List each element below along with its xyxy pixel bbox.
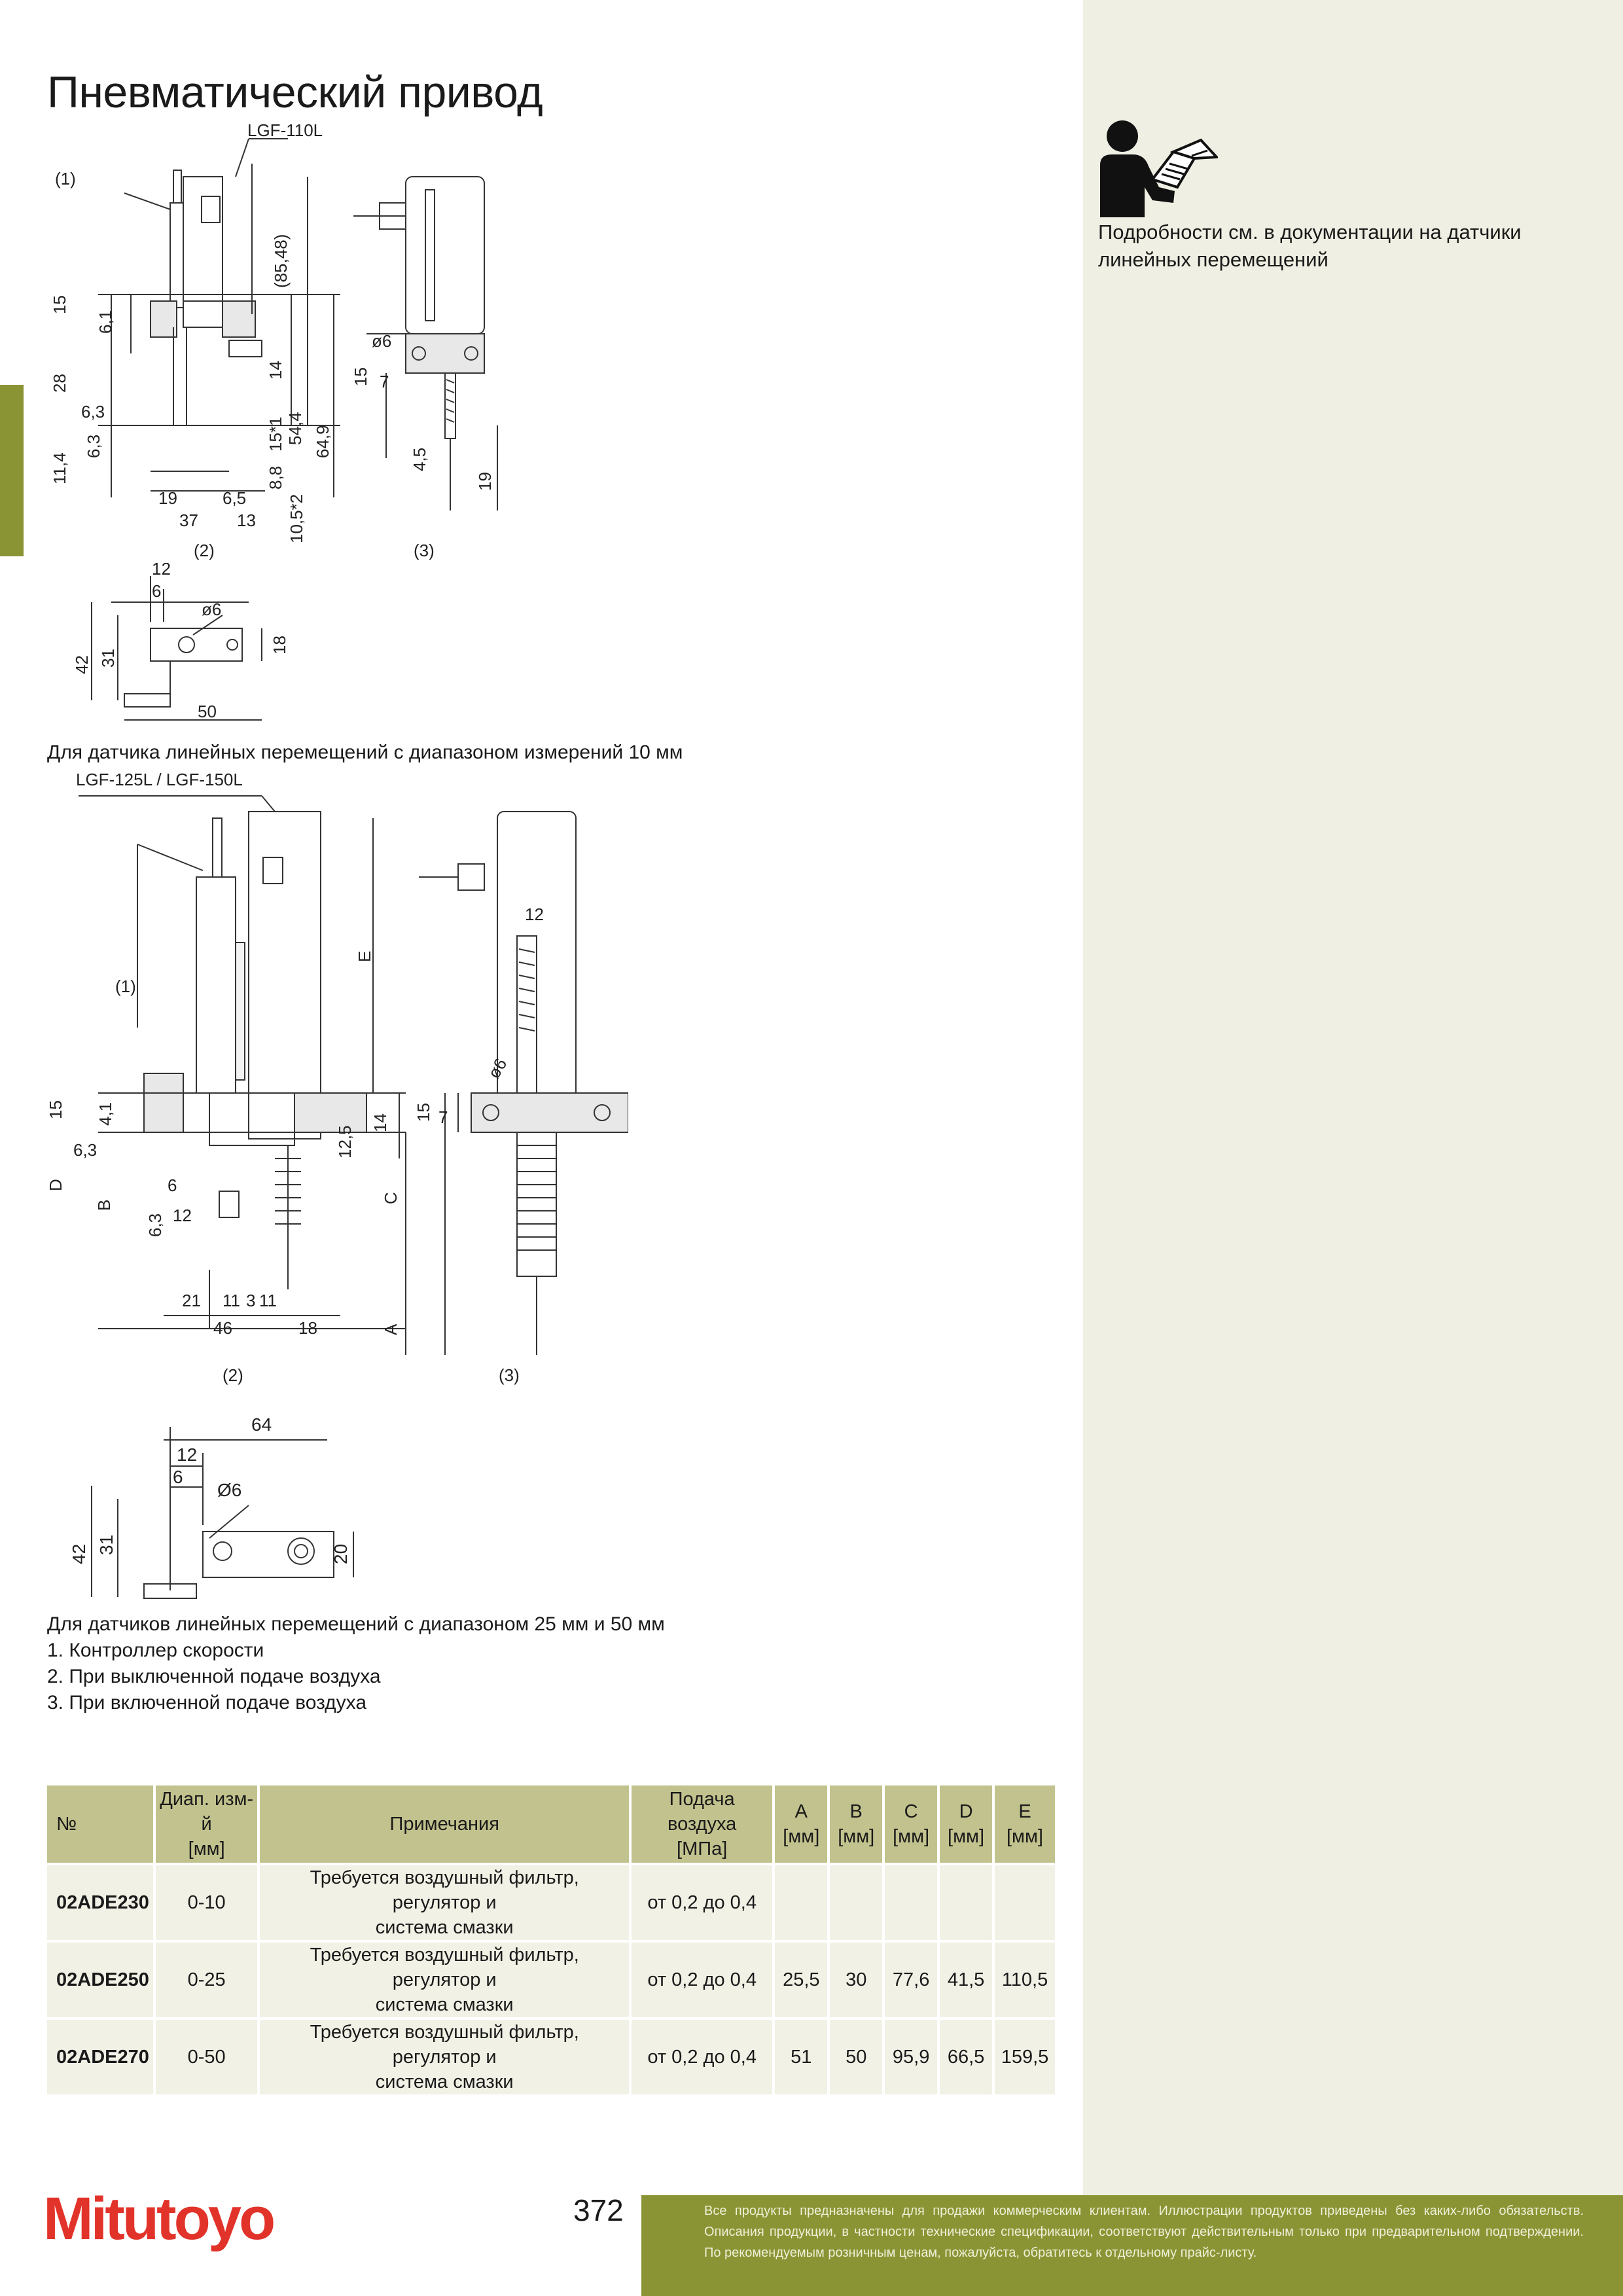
cell-range: 0-10 [156, 1865, 258, 1940]
footer-disclaimer: Все продукты предназначены для продажи коммерческим клиентам. Иллюстрации продуктов приведены без каких-либо обязательств. Описания продукции, в частности технические спецификации, соответствуют действительным только при предварительном подтверждении. По рекомендуемым розничным ценам, пожалуйста, обратитесь к отдельному прайс-листу. [641, 2195, 1623, 2296]
model-label: LGF-125L / LGF-150L [76, 770, 243, 789]
dim-label: 15 [414, 1103, 433, 1122]
cell-air: от 0,2 до 0,4 [632, 1943, 772, 2017]
cell-c [885, 1865, 937, 1940]
caption-25-50mm: Для датчиков линейных перемещений с диапазоном 25 мм и 50 мм [47, 1613, 665, 1635]
legend-item: 1. Контроллер скорости [47, 1640, 264, 1661]
dim-label: 12 [177, 1444, 198, 1465]
cell-d: 41,5 [940, 1943, 992, 2017]
brand-logo: Mitutoyo [43, 2185, 274, 2252]
dim-label: 31 [98, 649, 118, 668]
cell-no: 02ADE230 [47, 1865, 153, 1940]
page-title: Пневматический привод [47, 67, 543, 117]
dim-label: 42 [69, 1543, 89, 1564]
dim-label: 6,3 [145, 1213, 165, 1237]
dim-label: 6,5 [223, 488, 247, 508]
legend [47, 1638, 381, 1716]
dim-label: ø6 [484, 1054, 511, 1082]
dim-label: 11 [223, 1291, 240, 1310]
cell-e: 110,5 [995, 1943, 1055, 2017]
dim-label: 15 [46, 1100, 65, 1119]
spec-table [45, 1783, 1058, 2097]
dim-label: (85,48) [271, 234, 291, 288]
header-d: D [мм] [940, 1785, 992, 1863]
dim-label: 6 [173, 1467, 183, 1487]
dim-label: 21 [182, 1291, 201, 1310]
caption-10mm: Для датчика линейных перемещений с диапазоном измерений 10 мм [47, 742, 683, 763]
cell-notes: Требуется воздушный фильтр, регулятор и система смазки [260, 2020, 629, 2094]
header-c: C [мм] [885, 1785, 937, 1863]
note-text: Подробности см. в документации на датчики линейных перемещений [1098, 221, 1522, 271]
dim-label: 6,3 [81, 402, 105, 422]
cell-d: 66,5 [940, 2020, 992, 2094]
header-no: № [47, 1785, 153, 1863]
callout-3: (3) [414, 541, 435, 560]
cell-air: от 0,2 до 0,4 [632, 1865, 772, 1940]
drawing-lgf-110l [39, 118, 576, 563]
dim-label: 6,3 [73, 1140, 98, 1160]
cell-b: 30 [830, 1943, 882, 2017]
dim-label: 15*1 [266, 416, 285, 452]
dim-label: 12 [525, 905, 544, 924]
dim-label: 19 [475, 472, 495, 491]
header-b: B [мм] [830, 1785, 882, 1863]
cell-range: 0-50 [156, 2020, 258, 2094]
dim-label: 12 [173, 1206, 192, 1225]
dim-label: 54,4 [285, 412, 305, 445]
legend-item: 3. При включенной подаче воздуха [47, 1692, 367, 1713]
dim-label: 3 [246, 1291, 256, 1310]
callout-2: (2) [223, 1365, 243, 1385]
dim-label: 11,4 [50, 452, 69, 484]
cell-notes: Требуется воздушный фильтр, регулятор и система смазки [260, 1943, 629, 2017]
cell-b: 50 [830, 2020, 882, 2094]
dim-label: ø6 [372, 331, 392, 351]
dim-label: 20 [330, 1543, 351, 1564]
dim-label: 8,8 [266, 465, 285, 490]
drawing-lgf-125l-150l-top-view [52, 1407, 393, 1610]
reading-manual-icon [1096, 119, 1218, 217]
dim-label: 64 [251, 1414, 272, 1435]
drawing-lgf-125l-150l [39, 766, 628, 1394]
dim-label: 12,5 [335, 1125, 355, 1158]
cell-e: 159,5 [995, 2020, 1055, 2094]
cell-a: 51 [775, 2020, 827, 2094]
dim-label: 18 [270, 636, 289, 655]
cell-no: 02ADE270 [47, 2020, 153, 2094]
cell-range: 0-25 [156, 1943, 258, 2017]
dim-label: A [381, 1323, 401, 1335]
page-number: 372 [573, 2193, 624, 2227]
dim-label: 31 [96, 1534, 116, 1555]
cell-c: 95,9 [885, 2020, 937, 2094]
sidebar-background [1083, 0, 1623, 2296]
table-row [47, 2020, 1055, 2094]
dim-label: 10,5*2 [287, 493, 306, 543]
dim-label: 19 [158, 488, 177, 508]
dim-label: E [355, 950, 374, 962]
header-range: Диап. изм- й [мм] [156, 1785, 258, 1863]
cell-c: 77,6 [885, 1943, 937, 2017]
dim-label: 6,3 [84, 434, 103, 458]
table-row [47, 1943, 1055, 2017]
dim-label: 11 [259, 1291, 277, 1310]
dim-label: 6 [152, 581, 162, 601]
dim-label: 4,5 [410, 447, 429, 471]
dim-label: 7 [438, 1107, 448, 1127]
dim-label: 28 [50, 374, 69, 393]
model-label: LGF-110L [247, 120, 323, 140]
cell-notes: Требуется воздушный фильтр, регулятор и система смазки [260, 1865, 629, 1940]
table-row [47, 1865, 1055, 1940]
dim-label: D [46, 1179, 65, 1191]
dim-label: 42 [72, 655, 92, 674]
cell-d [940, 1865, 992, 1940]
callout-2: (2) [194, 541, 215, 560]
dim-label: 46 [213, 1318, 232, 1338]
header-notes: Примечания [260, 1785, 629, 1863]
callout-1: (1) [55, 169, 76, 188]
dim-label: 14 [266, 361, 285, 380]
dim-label: ø6 [202, 600, 222, 619]
dim-label: 4,1 [96, 1102, 115, 1126]
cell-air: от 0,2 до 0,4 [632, 2020, 772, 2094]
dim-label: 13 [237, 511, 256, 530]
dim-label: 7 [380, 372, 389, 391]
dim-label: 12 [152, 563, 171, 579]
header-a: A [мм] [775, 1785, 827, 1863]
dim-label: 15 [351, 367, 370, 386]
section-tab [0, 385, 24, 556]
dim-label: 6 [168, 1175, 177, 1195]
dim-label: 64,9 [313, 425, 332, 458]
dim-label: 18 [298, 1318, 317, 1338]
cell-a [775, 1865, 827, 1940]
dim-label: 6,1 [96, 310, 115, 334]
header-e: E [мм] [995, 1785, 1055, 1863]
dim-label: 50 [198, 702, 217, 721]
cell-a: 25,5 [775, 1943, 827, 2017]
callout-3: (3) [499, 1365, 520, 1385]
table-header-row [47, 1785, 1055, 1863]
legend-item: 2. При выключенной подаче воздуха [47, 1666, 381, 1687]
header-air-supply: Подача воздуха [МПа] [632, 1785, 772, 1863]
dim-label: 14 [370, 1113, 390, 1132]
cell-no: 02ADE250 [47, 1943, 153, 2017]
callout-1: (1) [115, 977, 136, 996]
drawing-lgf-110l-top-view [52, 563, 327, 733]
dim-label: B [94, 1199, 114, 1211]
dim-label: C [381, 1192, 401, 1204]
dim-label: 15 [50, 295, 69, 314]
dim-label: 37 [179, 511, 198, 530]
cell-b [830, 1865, 882, 1940]
dim-label: Ø6 [217, 1480, 242, 1500]
cell-e [995, 1865, 1055, 1940]
